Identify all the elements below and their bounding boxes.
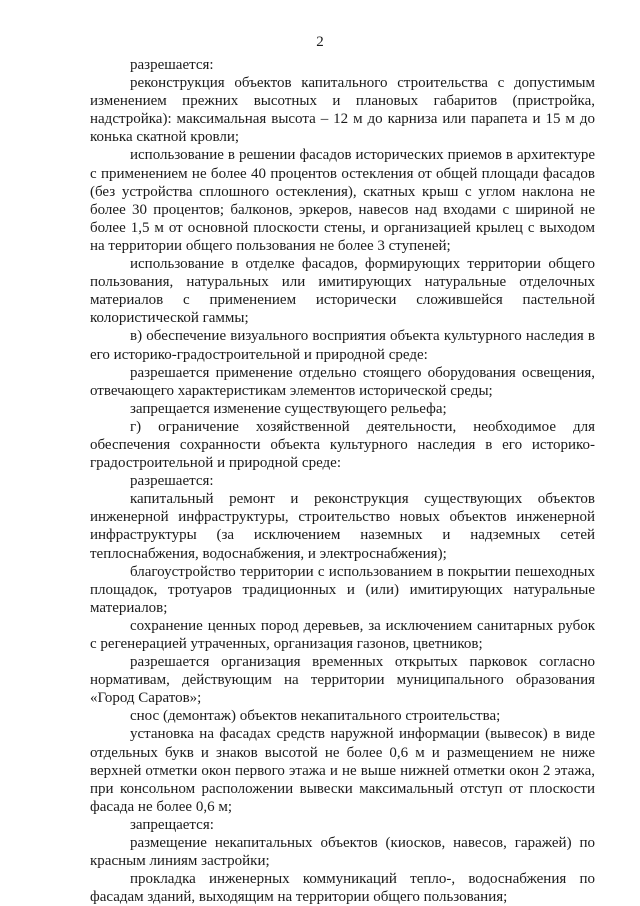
paragraph: разрешается организация временных открытых парковок согласно нормативам, действующим на территории муниципального образования «Город Саратов»; xyxy=(90,654,595,707)
paragraph: разрешается применение отдельно стоящего оборудования освещения, отвечающего характеристикам элементов исторической среды; xyxy=(90,364,595,399)
paragraph: разрешается: xyxy=(130,473,214,490)
paragraph: запрещается изменение существующего рельефа; xyxy=(130,400,447,417)
paragraph: запрещается: xyxy=(130,816,214,833)
document-body xyxy=(90,56,595,906)
paragraph: в) обеспечение визуального восприятия объекта культурного наследия в его историко-градостроительной и природной среде: xyxy=(90,328,595,363)
paragraph: сохранение ценных пород деревьев, за исключением санитарных рубок с регенерацией утраченных, организация газонов, цветников; xyxy=(90,617,595,652)
paragraph: установка на фасадах средств наружной информации (вывесок) в виде отдельных букв и знаков высотой не более 0,6 м и размещением не ниже верхней отметки окон первого этажа и не выше нижней отметки окон 2 этажа, при консольном расположении вывески максимальный отступ от плоскости фасада не более 0,6 м; xyxy=(90,726,595,815)
paragraph: разрешается: xyxy=(130,57,214,73)
paragraph: использование в отделке фасадов, формирующих территории общего пользования, натуральных или имитирующих натуральные отделочных материалов с применением исторически сложившейся пастельной колористической гаммы; xyxy=(90,256,595,327)
paragraph: использование в решении фасадов исторических приемов в архитектуре с применением не более 40 процентов остекления от общей площади фасадов (без устройства сплошного остекления), скатных крыш с углом наклона не более 30 процентов; балконов, эркеров, навесов над входами с шириной не более 1,5 м от основной плоскости стены, и организацией крылец с выходом на территории общего пользования не более 3 ступеней; xyxy=(90,147,595,254)
paragraph: реконструкция объектов капитального строительства с допустимым изменением прежних высотных и плановых габаритов (пристройка, надстройка): максимальная высота – 12 м до карниза или парапета и 15 м до конька скатной кровли; xyxy=(90,75,595,146)
paragraph: снос (демонтаж) объектов некапитального строительства; xyxy=(130,708,501,725)
paragraph: размещение некапитальных объектов (киосков, навесов, гаражей) по красным линиям застройки; xyxy=(90,835,595,870)
paragraph: благоустройство территории с использованием в покрытии пешеходных площадок, тротуаров традиционных и (или) имитирующих натуральные материалов; xyxy=(90,563,595,616)
paragraph: г) ограничение хозяйственной деятельности, необходимое для обеспечения сохранности объекта культурного наследия в его историко-градостроительной и природной среде: xyxy=(90,418,595,472)
page-number: 2 xyxy=(316,34,324,50)
paragraph: прокладка инженерных коммуникаций тепло-, водоснабжения по фасадам зданий, выходящим на территории общего пользования; xyxy=(90,871,595,906)
paragraph: капитальный ремонт и реконструкция существующих объектов инженерной инфраструктуры, строительство новых объектов инженерной инфраструктуры (за исключением наземных и надземных сетей теплоснабжения, водоснабжения, и электроснабжения); xyxy=(90,491,595,562)
